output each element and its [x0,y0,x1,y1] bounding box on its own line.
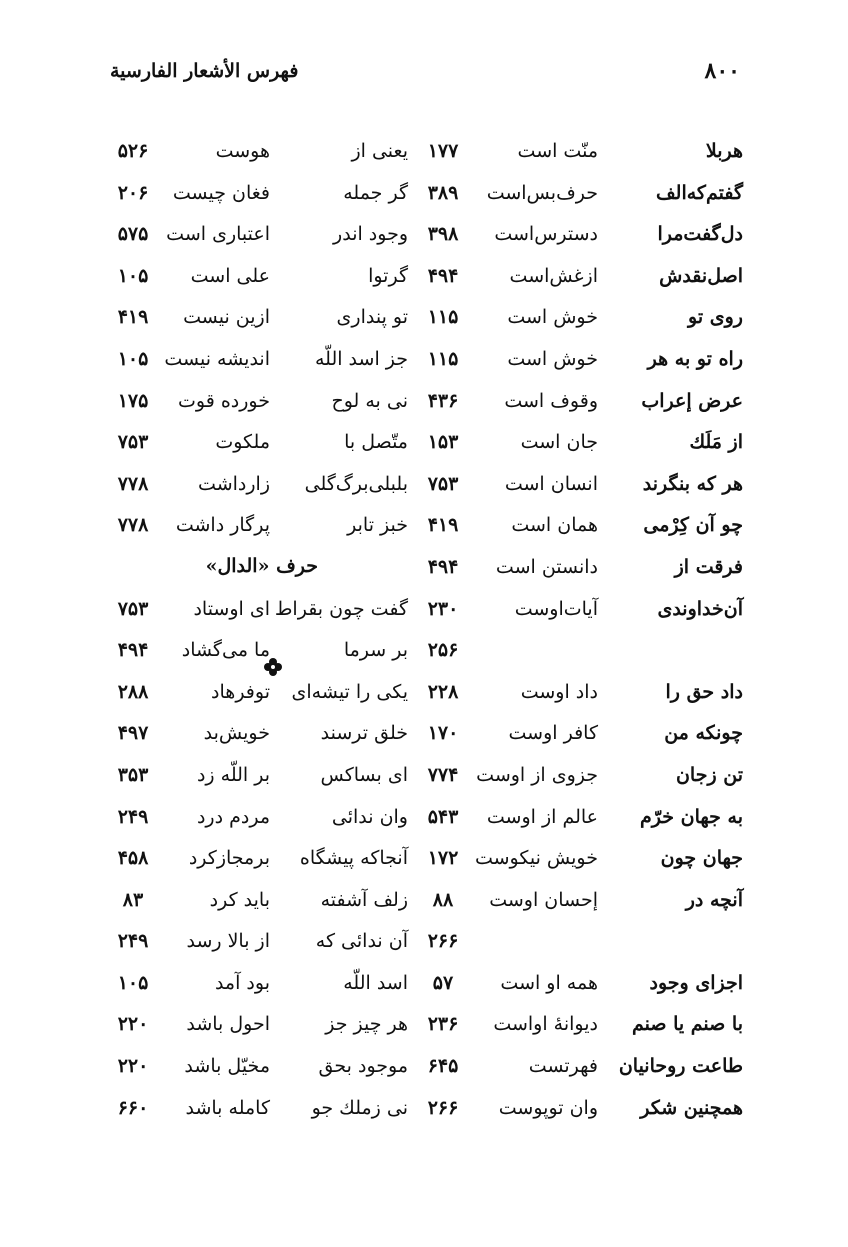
verse-start-left: گر جمله [343,181,408,204]
index-row [0,464,848,506]
verse-end-left: اندیشه نیست [164,347,270,370]
page-ref-left: ۴۱۹ [117,306,149,329]
page-ref-left: ۸۳ [122,888,144,911]
verse-end-left: توفرهاد [211,680,270,703]
verse-end-right: ازغش‌است [509,264,598,287]
verse-start-right: طاعت روحانیان [618,1055,743,1078]
verse-start-left: متّصل با [344,431,408,454]
verse-start-left: گفت چون بقراط [274,597,408,620]
verse-start-left: اسد اللّه [343,971,408,994]
verse-start-right: هر که بنگرند [642,472,743,495]
verse-end-right: وقوف است [504,389,598,412]
verse-start-right: تن زجان [675,763,743,786]
verse-end-right: آیات‌اوست [514,597,598,620]
page-ref-right: ۱۷۷ [427,140,459,162]
verse-start-right: از مَلَك [689,431,743,454]
index-row [0,547,848,589]
page-ref-right: ۶۴۵ [427,1055,459,1078]
page-ref-right: ۴۱۹ [427,514,459,537]
page-ref-left: ۷۵۳ [117,597,149,620]
page-ref-left: ۱۰۵ [117,264,149,287]
index-row [0,381,848,423]
page-header [110,58,740,92]
page-ref-left: ۴۹۴ [117,639,149,662]
verse-start-right: فرقت از [674,555,743,578]
index-row [0,297,848,339]
verse-start-left: وجود اندر [333,223,408,246]
page-ref-right: ۲۲۸ [427,680,459,703]
verse-start-right: چو آن کِرْمی [643,514,743,537]
index-row [0,672,848,714]
verse-start-right: دل‌گفت‌مرا [657,223,743,246]
verse-end-right: جزوی از اوست [476,763,598,786]
page-ref-right: ۳۸۹ [427,181,459,204]
page-ref-right: ۲۶۶ [427,1096,459,1119]
verse-start-left: یکی را تیشه‌ای [291,680,408,703]
index-table [0,131,848,1129]
page-ref-right: ۵۷ [432,971,454,994]
index-row [0,880,848,922]
verse-end-left: مردم درد [196,805,270,828]
index-row [0,921,848,963]
index-row [0,339,848,381]
index-row [0,1046,848,1088]
page-ref-right: ۷۷۴ [427,763,459,786]
verse-start-right: به جهان خرّم [640,805,743,828]
verse-end-left: بر اللّه زد [196,763,270,786]
verse-end-right: کافر اوست [508,722,598,745]
verse-start-left: خبز تابر [347,514,408,537]
page-ref-right: ۴۹۴ [427,555,459,578]
index-row [0,589,848,631]
verse-end-left: ما می‌گشاد [181,639,270,662]
page-ref-left: ۷۷۸ [117,514,149,537]
index-row [0,131,848,173]
page-ref-right: ۸۸ [432,888,454,911]
verse-end-right: دانستن است [495,555,598,578]
page-ref-right: ۲۵۶ [427,639,459,662]
page-ref-left: ۷۷۸ [117,472,149,495]
verse-start-left: یعنی از [351,140,408,162]
page-ref-right: ۱۱۵ [427,347,459,370]
verse-start-right: هربلا [705,140,743,162]
verse-start-left: خلق ترسند [320,722,408,745]
index-row [0,1088,848,1130]
verse-end-right: خوش است [507,347,598,370]
page-ref-left: ۲۴۹ [117,805,149,828]
verse-end-left: خورده قوت [178,389,270,412]
verse-start-right: عرض إعراب [641,389,743,412]
verse-end-right: حرف‌بس‌است [486,181,598,204]
verse-end-right: جان است [520,431,598,454]
index-row [0,755,848,797]
page-ref-left: ۶۶۰ [117,1096,149,1119]
verse-end-right: عالم از اوست [486,805,598,828]
verse-end-left: هوست [215,140,270,162]
page-ref-left: ۲۴۹ [117,930,149,953]
page-number: ۸۰۰ [704,58,740,84]
verse-start-left: بر سرما [343,639,408,662]
verse-start-right: اصل‌نقدش [659,264,743,287]
verse-start-left: زلف آشفته [320,888,408,911]
verse-end-left: برمجازکرد [188,847,270,870]
verse-end-right: دسترس‌است [494,223,598,246]
page-ref-right: ۲۳۰ [427,597,459,620]
page-ref-left: ۲۸۸ [117,680,149,703]
verse-end-left: فغان چیست [172,181,270,204]
verse-end-right: فهرتست [528,1055,598,1078]
page-ref-right: ۵۴۳ [427,805,459,828]
verse-start-right: آنچه در [685,888,743,911]
verse-end-left: ازین نیست [183,306,270,329]
verse-start-right: چونکه من [664,722,743,745]
page-ref-right: ۱۱۵ [427,306,459,329]
verse-start-left: وان ندائی [331,805,408,828]
section-heading: حرف «الدال» [205,554,318,577]
index-row [0,173,848,215]
verse-start-left: تو پنداری [336,306,408,329]
verse-end-right: همان است [511,514,598,537]
page-ref-right: ۴۳۶ [427,389,459,412]
verse-end-left: ملکوت [215,431,270,454]
page-ref-left: ۵۷۵ [117,223,149,246]
page-ref-right: ۷۵۳ [427,472,459,495]
verse-end-left: علی است [190,264,270,287]
verse-end-right: انسان است [504,472,598,495]
verse-end-left: کامله باشد [185,1096,270,1119]
index-row [0,713,848,755]
page-ref-right: ۴۹۴ [427,264,459,287]
index-row [0,422,848,464]
page-ref-right: ۲۶۶ [427,930,459,953]
index-row [0,630,848,672]
verse-start-right: همچنین شکر [640,1096,743,1119]
index-row [0,1004,848,1046]
verse-start-right: با صنم یا صنم [631,1013,743,1036]
verse-start-left: نی به لوح [331,389,408,412]
page-ref-right: ۱۷۰ [427,722,459,745]
page-ref-left: ۲۲۰ [117,1013,149,1036]
verse-start-left: گرتوا [368,264,408,287]
verse-end-right: داد اوست [520,680,598,703]
running-title: فهرس الأشعار الفارسية [110,60,299,82]
verse-end-right: خوش است [507,306,598,329]
verse-start-right: داد حق را [665,680,743,703]
verse-end-left: اعتباری است [166,223,270,246]
verse-start-left: نی زملك جو [311,1096,408,1119]
page-ref-left: ۴۹۷ [117,722,149,745]
page-ref-left: ۲۲۰ [117,1055,149,1078]
verse-start-right: آن‌خداوندی [657,597,743,620]
flower-ornament-icon [263,657,283,677]
verse-end-right: دیوانهٔ اواست [493,1013,598,1036]
page-ref-left: ۴۵۸ [117,847,149,870]
verse-end-right: إحسان اوست [489,888,598,911]
verse-end-right: همه او است [500,971,598,994]
page-ref-right: ۱۷۲ [427,847,459,870]
verse-start-left: آنجاکه پیشگاه [299,847,408,870]
verse-start-left: آن ندائی که [315,930,408,953]
verse-start-right: راه تو به هر [647,347,743,370]
verse-start-right: اجزای وجود [649,971,743,994]
verse-end-left: مخیّل باشد [184,1055,270,1078]
page-ref-left: ۳۵۳ [117,763,149,786]
verse-end-left: بود آمد [214,971,270,994]
verse-start-right: جهان چون [660,847,743,870]
verse-start-left: موجود بحق [318,1055,408,1078]
page-ref-right: ۲۳۶ [427,1013,459,1036]
page-ref-left: ۱۰۵ [117,347,149,370]
verse-end-right: خویش نیکوست [474,847,598,870]
verse-start-right: گفتم‌که‌الف [655,181,743,204]
verse-start-right: روی تو [688,306,743,329]
page-ref-left: ۷۵۳ [117,431,149,454]
verse-end-left: باید کرد [209,888,270,911]
index-row [0,214,848,256]
index-row [0,838,848,880]
index-row [0,963,848,1005]
page-ref-left: ۱۰۵ [117,971,149,994]
verse-start-left: جز اسد اللّه [314,347,408,370]
verse-end-left: احول باشد [186,1013,270,1036]
verse-end-right: وان توپوست [498,1096,598,1119]
verse-start-left: بلبلی‌برگ‌گلی [304,472,408,495]
index-row [0,797,848,839]
page-ref-left: ۵۲۶ [117,140,149,162]
index-row [0,505,848,547]
verse-end-left: خویش‌بد [203,722,270,745]
index-row [0,256,848,298]
verse-end-left: ای اوستاد [193,597,270,620]
verse-start-left: هر چیز جز [325,1013,408,1036]
verse-end-right: منّت است [517,140,598,162]
verse-end-left: پرگار داشت [175,514,270,537]
page-ref-right: ۱۵۳ [427,431,459,454]
verse-start-left: ای بساکس [320,763,408,786]
page-ref-left: ۱۷۵ [117,389,149,412]
page-ref-right: ۳۹۸ [427,223,459,246]
page-ref-left: ۲۰۶ [117,181,149,204]
verse-end-left: زارداشت [198,472,270,495]
verse-end-left: از بالا رسد [186,930,270,953]
